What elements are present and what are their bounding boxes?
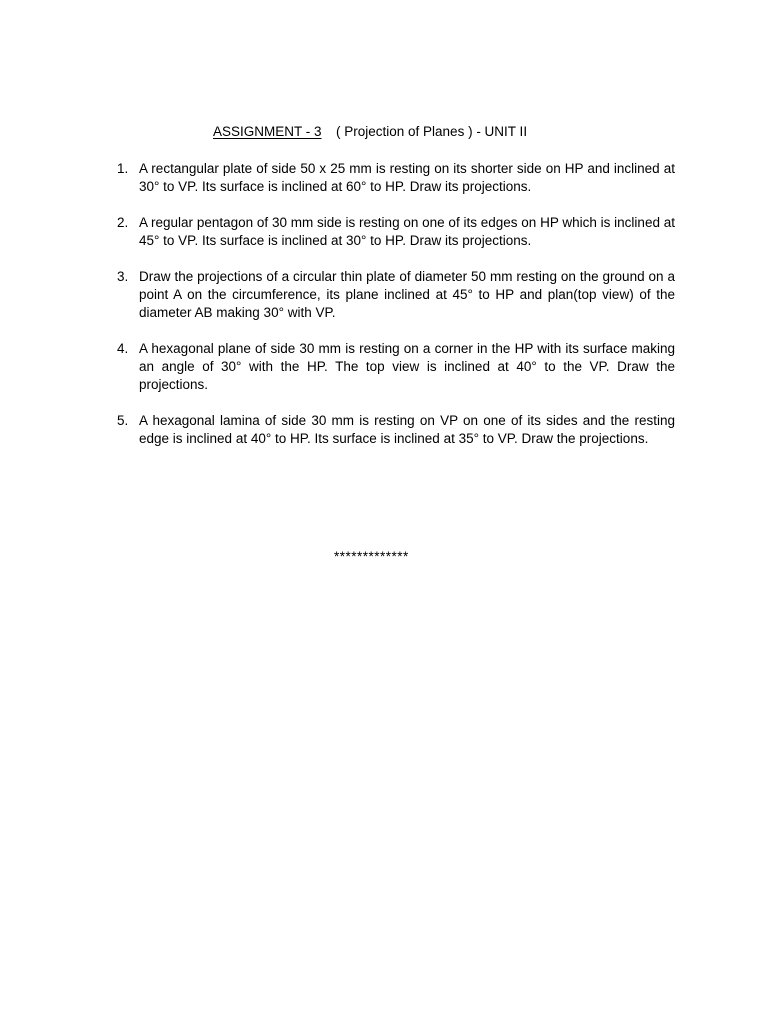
question-number: 4. (117, 341, 129, 356)
question-item (117, 268, 675, 322)
question-list (117, 160, 675, 466)
question-number: 3. (117, 269, 129, 284)
question-item (117, 160, 675, 196)
question-item (117, 214, 675, 250)
question-number: 2. (117, 215, 129, 230)
question-text: Draw the projections of a circular thin plate of diameter 50 mm resting on the ground on a point A on the circumference, its plane inclined at 45° to HP and plan(top view) of the diameter AB making 30° with VP. (139, 269, 675, 320)
question-text: A hexagonal lamina of side 30 mm is resting on VP on one of its sides and the resting edge is inclined at 40° to HP. Its surface is inclined at 35° to VP. Draw the projections. (139, 413, 675, 446)
question-text: A rectangular plate of side 50 x 25 mm is resting on its shorter side on HP and inclined at 30° to VP. Its surface is inclined at 60° to HP. Draw its projections. (139, 161, 675, 194)
assignment-number: ASSIGNMENT - 3 (213, 124, 322, 139)
question-number: 5. (117, 413, 129, 428)
assignment-subtitle: ( Projection of Planes ) - UNIT II (336, 124, 528, 139)
question-item (117, 340, 675, 394)
question-text: A regular pentagon of 30 mm side is resting on one of its edges on HP which is inclined at 45° to VP. Its surface is inclined at 30° to HP. Draw its projections. (139, 215, 675, 248)
question-item (117, 412, 675, 448)
question-text: A hexagonal plane of side 30 mm is resting on a corner in the HP with its surface making an angle of 30° with the HP. The top view is inclined at 40° to the VP. Draw the projections. (139, 341, 675, 392)
end-marker: ************* (334, 549, 409, 564)
question-number: 1. (117, 161, 129, 176)
